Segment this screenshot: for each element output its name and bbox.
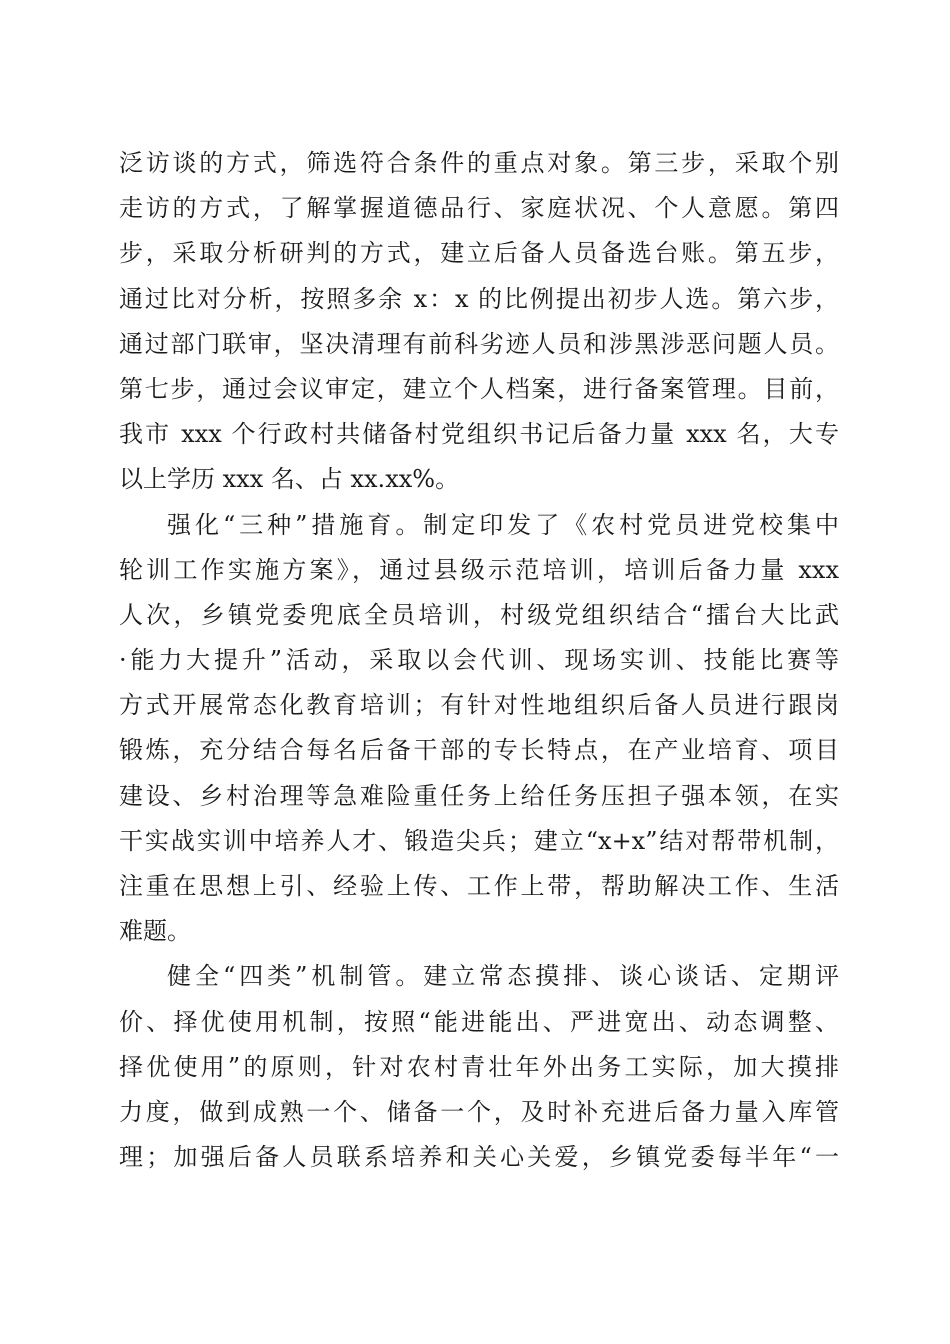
text-line: ·能力大提升”活动，采取以会代训、现场实训、技能比赛等 [119, 646, 839, 675]
text-line: 健全“四类”机制管。建立常态摸排、谈心谈话、定期评 [167, 962, 839, 991]
text-line: 强化“三种”措施育。制定印发了《农村党员进党校集中 [167, 510, 839, 539]
text-line: 步，采取分析研判的方式，建立后备人员备选台账。第五步， [119, 239, 839, 268]
text-line: 通过比对分析，按照多余 x：x 的比例提出初步人选。第六步， [119, 284, 839, 313]
text-line: 方式开展常态化教育培训；有针对性地组织后备人员进行跟岗 [119, 691, 839, 720]
text-line: 通过部门联审，坚决清理有前科劣迹人员和涉黑涉恶问题人员。 [119, 329, 839, 358]
text-line: 价、择优使用机制，按照“能进能出、严进宽出、动态调整、 [119, 1007, 839, 1036]
paragraph-3 [119, 954, 839, 1180]
text-line: 难题。 [119, 917, 191, 946]
text-line: 择优使用”的原则，针对农村青壮年外出务工实际，加大摸排 [119, 1052, 839, 1081]
text-line: 干实战实训中培养人才、锻造尖兵；建立“x+x”结对帮带机制， [119, 826, 839, 855]
text-line: 走访的方式，了解掌握道德品行、家庭状况、个人意愿。第四 [119, 194, 839, 223]
text-line: 锻炼，充分结合每名后备干部的专长特点，在产业培育、项目 [119, 736, 839, 765]
document-body [119, 141, 839, 1180]
text-line: 轮训工作实施方案》，通过县级示范培训，培训后备力量 xxx [119, 555, 839, 584]
text-line: 理；加强后备人员联系培养和关心关爱，乡镇党委每半年“一 [119, 1143, 839, 1172]
text-line: 注重在思想上引、经验上传、工作上带，帮助解决工作、生活 [119, 872, 839, 900]
text-line: 泛访谈的方式，筛选符合条件的重点对象。第三步，采取个别 [119, 149, 839, 177]
paragraph-2 [119, 503, 839, 955]
text-line: 人次，乡镇党委兜底全员培训，村级党组织结合“擂台大比武 [119, 600, 839, 629]
text-line: 第七步，通过会议审定，建立个人档案，进行备案管理。目前， [119, 374, 839, 403]
text-line: 以上学历 xxx 名、占 xx.xx%。 [119, 465, 460, 494]
text-line: 力度，做到成熟一个、储备一个，及时补充进后备力量入库管 [119, 1097, 839, 1126]
text-line: 我市 xxx 个行政村共储备村党组织书记后备力量 xxx 名，大专 [119, 420, 839, 449]
paragraph-1 [119, 141, 839, 503]
text-line: 建设、乡村治理等急难险重任务上给任务压担子强本领，在实 [119, 781, 839, 810]
